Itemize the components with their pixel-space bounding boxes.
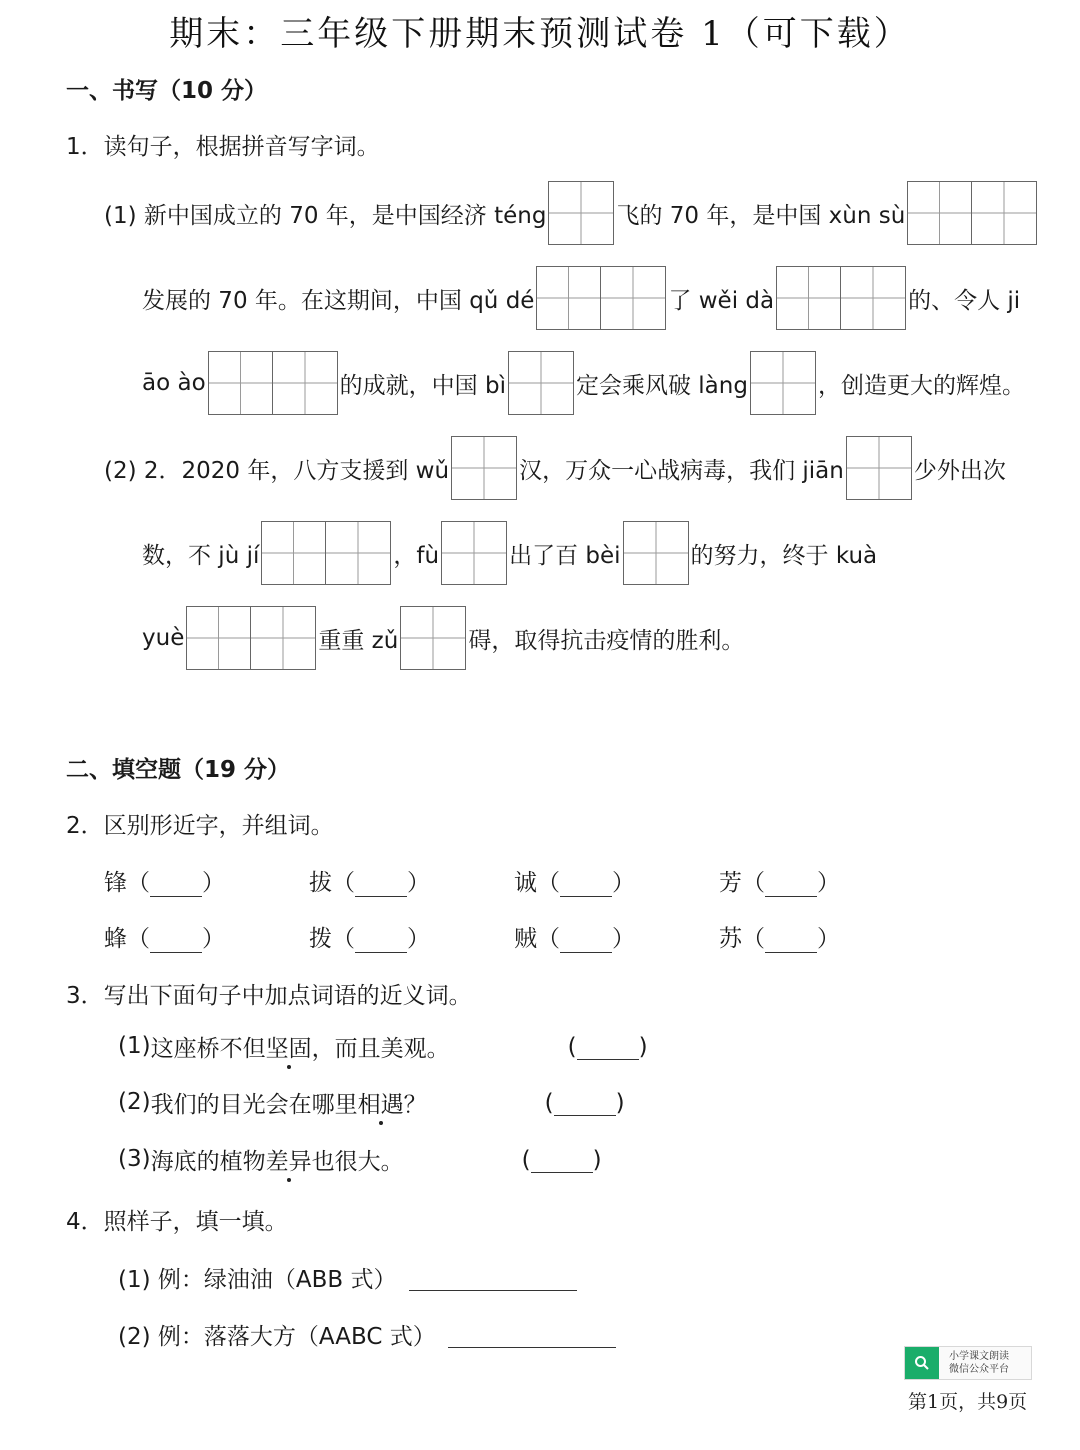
text-segment: 定会乘风破 làng [575,372,748,399]
q3-item-2: (2) 我们的目光会在哪里 相遇 ？ ( ) [118,1084,625,1120]
q1-p1-line3 [142,350,1025,416]
dotted-word: 坚固 [266,1030,312,1063]
answer-blank[interactable] [560,870,612,897]
char-pair-item: 贼（ ） [514,925,635,952]
tianzige-grid-2[interactable] [907,181,1037,245]
section-heading-writing: 一、书写（10 分） [66,78,268,104]
answer-blank[interactable] [554,1089,616,1116]
tianzige-grid-2[interactable] [536,266,666,330]
search-icon [905,1347,939,1379]
answer-line[interactable] [409,1264,577,1291]
text-segment: ，创造更大的辉煌。 [817,372,1025,399]
answer-paren: ( ) [544,1089,625,1116]
watermark-text: 小学课文朗读 微信公众平台 [949,1351,1009,1375]
answer-blank[interactable] [355,870,407,897]
tianzige-grid-1[interactable] [548,181,614,245]
text-segment: (1) 新中国成立的 70 年，是中国经济 téng [104,202,547,229]
wechat-watermark [904,1346,1032,1380]
q3-item-1: (1) 这座桥不但 坚固 ，而且美观。 ( ) [118,1028,648,1064]
tianzige-grid-1[interactable] [508,351,574,415]
answer-blank[interactable] [150,870,202,897]
q1-p2-line2 [142,520,877,586]
dotted-word: 相遇 [358,1086,404,1119]
answer-blank[interactable] [560,926,612,953]
q4-item-1: (1) 例：绿油油（ABB 式） [118,1259,577,1295]
char-pair-item: 苏（ ） [719,925,840,952]
tianzige-grid-1[interactable] [400,606,466,670]
text-segment: 的努力，终于 kuà [690,542,878,569]
text-segment: 数，不 jù jí [142,542,260,569]
page-number: 第1页，共9页 [908,1391,1028,1413]
tianzige-grid-2[interactable] [261,521,391,585]
char-pair-item: 芳（ ） [719,869,840,896]
question-1-prompt: 1．读句子，根据拼音写字词。 [66,134,380,160]
text-segment: āo ào [142,370,206,396]
answer-blank[interactable] [765,870,817,897]
tianzige-grid-1[interactable] [441,521,507,585]
q2-row-2 [104,918,840,954]
tianzige-grid-1[interactable] [750,351,816,415]
answer-blank[interactable] [577,1033,639,1060]
tianzige-grid-2[interactable] [776,266,906,330]
text-segment: 的、令人 ji [908,287,1021,314]
section-heading-fill-blank: 二、填空题（19 分） [66,757,291,783]
text-segment: 出了百 bèi [509,542,621,569]
answer-blank[interactable] [531,1146,593,1173]
answer-line[interactable] [448,1321,616,1348]
dotted-word: 差异 [266,1143,312,1176]
text-segment: 飞的 70 年，是中国 xùn sù [616,202,906,229]
tianzige-grid-2[interactable] [186,606,316,670]
char-pair-item: 诚（ ） [514,869,635,896]
text-segment: 重重 zǔ [318,627,399,654]
page-title: 期末：三年级下册期末预测试卷 1（可下载） [169,14,911,54]
text-segment: 发展的 70 年。在这期间，中国 qǔ dé [142,287,535,314]
text-segment: 的成就，中国 bì [339,372,506,399]
tianzige-grid-1[interactable] [623,521,689,585]
q1-p2-line3 [142,605,744,671]
tianzige-grid-1[interactable] [846,436,912,500]
q3-item-3: (3) 海底的植物 差异 也很大。 ( ) [118,1141,602,1177]
tianzige-grid-2[interactable] [208,351,338,415]
question-3-prompt: 3．写出下面句子中加点词语的近义词。 [66,983,472,1009]
question-4-prompt: 4．照样子，填一填。 [66,1209,288,1235]
answer-blank[interactable] [355,926,407,953]
answer-blank[interactable] [150,926,202,953]
magnifier-glyph [914,1355,930,1371]
question-2-prompt: 2．区别形近字，并组词。 [66,813,334,839]
char-pair-item: 拨（ ） [309,925,430,952]
char-pair-item: 锋（ ） [104,869,225,896]
answer-blank[interactable] [765,926,817,953]
text-segment: 碍，取得抗击疫情的胜利。 [468,627,745,654]
text-segment: 了 wěi dà [668,287,775,314]
q1-p2-line1 [104,435,1006,501]
char-pair-item: 蜂（ ） [104,925,225,952]
tianzige-grid-1[interactable] [451,436,517,500]
text-segment: ，fù [393,542,440,569]
text-segment: 少外出次 [913,457,1006,484]
char-pair-item: 拔（ ） [309,869,430,896]
text-segment: yuè [142,625,185,651]
text-segment: 汉，万众一心战病毒，我们 jiān [519,457,844,484]
q1-p1-line2 [142,265,1020,331]
q4-item-2: (2) 例：落落大方（AABC 式） [118,1316,616,1352]
q2-row-1 [104,862,840,898]
q1-p1-line1 [104,180,1039,246]
text-segment: (2) 2．2020 年，八方支援到 wǔ [104,457,450,484]
answer-paren: ( ) [567,1033,648,1060]
answer-paren: ( ) [521,1146,602,1173]
